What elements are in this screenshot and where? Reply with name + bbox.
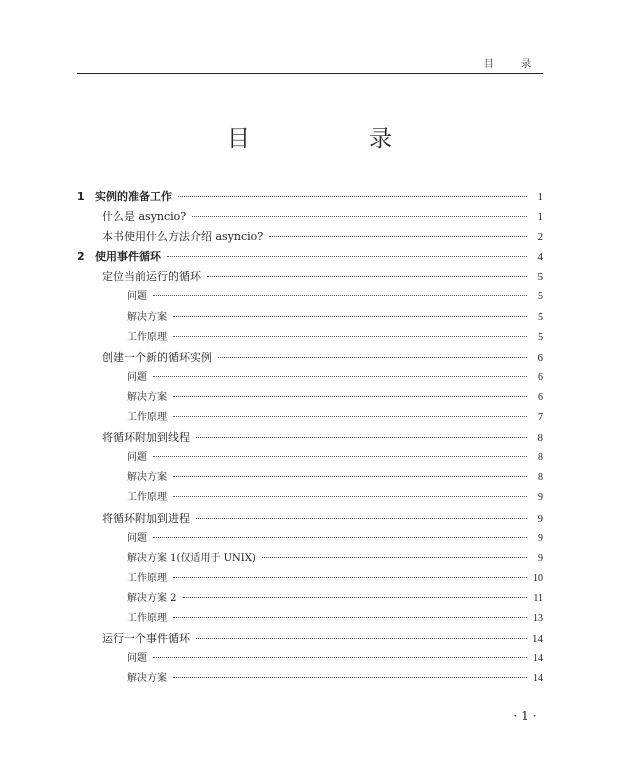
toc-entry[interactable] bbox=[77, 247, 543, 267]
toc-chapter-number: 1 bbox=[77, 190, 85, 203]
dot-leader bbox=[173, 396, 527, 397]
toc-entry-title: 问题 bbox=[127, 452, 147, 464]
toc-entry-title: 问题 bbox=[127, 371, 147, 383]
toc-entry[interactable] bbox=[77, 488, 543, 508]
toc-entry[interactable] bbox=[77, 368, 543, 388]
toc-entry-title: 工作原理 bbox=[127, 412, 167, 424]
dot-leader bbox=[153, 456, 527, 457]
table-of-contents bbox=[77, 187, 543, 689]
toc-entry-title: 创建一个新的循环实例 bbox=[102, 350, 212, 364]
toc-page-number: 4 bbox=[537, 251, 543, 264]
dot-leader bbox=[207, 276, 527, 277]
toc-page-number: 11 bbox=[533, 592, 543, 604]
toc-entry[interactable] bbox=[77, 669, 543, 689]
dot-leader bbox=[218, 357, 527, 358]
toc-page-number: 5 bbox=[537, 271, 543, 284]
toc-entry[interactable] bbox=[77, 207, 543, 227]
toc-page-number: 2 bbox=[537, 231, 543, 244]
toc-entry[interactable] bbox=[77, 629, 543, 649]
toc-entry[interactable] bbox=[77, 287, 543, 307]
toc-entry-title: 解决方案 bbox=[127, 673, 167, 685]
dot-leader bbox=[153, 295, 527, 296]
dot-leader bbox=[192, 216, 527, 217]
toc-page-number: 5 bbox=[538, 331, 543, 343]
toc-entry-title: 问题 bbox=[127, 291, 147, 303]
dot-leader bbox=[262, 557, 527, 558]
dot-leader bbox=[173, 577, 527, 578]
toc-entry-title: 实例的准备工作 bbox=[95, 190, 172, 203]
toc-page-number: 9 bbox=[538, 532, 543, 544]
dot-leader bbox=[153, 657, 527, 658]
dot-leader bbox=[196, 518, 527, 519]
dot-leader bbox=[173, 316, 527, 317]
dot-leader bbox=[196, 437, 527, 438]
toc-page-number: 14 bbox=[533, 653, 543, 665]
toc-page-number: 9 bbox=[537, 512, 543, 525]
toc-page-number: 14 bbox=[532, 633, 543, 646]
toc-entry[interactable] bbox=[77, 589, 543, 609]
toc-page-number: 5 bbox=[538, 291, 543, 303]
dot-leader bbox=[196, 638, 527, 639]
toc-entry[interactable] bbox=[77, 328, 543, 348]
toc-entry[interactable] bbox=[77, 308, 543, 328]
toc-entry-title: 解决方案 2 bbox=[127, 592, 177, 604]
dot-leader bbox=[178, 196, 527, 197]
dot-leader bbox=[173, 476, 527, 477]
toc-entry-title: 什么是 asyncio? bbox=[102, 210, 187, 224]
toc-entry-title: 将循环附加到进程 bbox=[102, 511, 190, 525]
toc-entry-title: 使用事件循环 bbox=[95, 250, 161, 264]
dot-leader bbox=[167, 256, 527, 257]
toc-page-number: 7 bbox=[538, 412, 543, 424]
toc-page-number: 13 bbox=[533, 612, 543, 624]
toc-entry[interactable] bbox=[77, 187, 543, 207]
toc-entry[interactable] bbox=[77, 649, 543, 669]
toc-entry[interactable] bbox=[77, 609, 543, 629]
toc-page-number: 8 bbox=[538, 472, 543, 484]
toc-entry-title: 问题 bbox=[127, 532, 147, 544]
toc-page-number: 9 bbox=[538, 492, 543, 504]
toc-page-number: 6 bbox=[538, 391, 543, 403]
toc-page-number: 8 bbox=[537, 432, 543, 445]
toc-entry[interactable] bbox=[77, 549, 543, 569]
dot-leader bbox=[173, 496, 527, 497]
dot-leader bbox=[173, 617, 527, 618]
toc-entry[interactable] bbox=[77, 388, 543, 408]
toc-entry-title: 解决方案 1(仅适用于 UNIX) bbox=[127, 552, 256, 564]
toc-entry[interactable] bbox=[77, 448, 543, 468]
toc-entry-title: 本书使用什么方法介绍 asyncio? bbox=[102, 230, 264, 244]
dot-leader bbox=[173, 336, 527, 337]
toc-entry[interactable] bbox=[77, 348, 543, 368]
page-title: 目 录 bbox=[227, 126, 440, 152]
header-rule bbox=[77, 73, 543, 74]
toc-page-number: 8 bbox=[538, 452, 543, 464]
toc-entry-title: 解决方案 bbox=[127, 311, 167, 323]
toc-entry-title: 工作原理 bbox=[127, 572, 167, 584]
toc-page-number: 1 bbox=[537, 211, 543, 224]
toc-entry-title: 将循环附加到线程 bbox=[102, 431, 190, 445]
toc-page-number: 6 bbox=[537, 351, 543, 364]
toc-entry[interactable] bbox=[77, 569, 543, 589]
toc-entry[interactable] bbox=[77, 227, 543, 247]
dot-leader bbox=[183, 597, 527, 598]
dot-leader bbox=[153, 376, 527, 377]
toc-page-number: 9 bbox=[538, 552, 543, 564]
dot-leader bbox=[269, 236, 527, 237]
dot-leader bbox=[173, 416, 527, 417]
toc-page-number: 10 bbox=[533, 572, 543, 584]
toc-chapter-number: 2 bbox=[77, 250, 85, 264]
toc-entry-title: 工作原理 bbox=[127, 331, 167, 343]
toc-entry-title: 工作原理 bbox=[127, 492, 167, 504]
running-header: 目 录 bbox=[483, 59, 543, 70]
toc-entry[interactable] bbox=[77, 529, 543, 549]
toc-entry[interactable] bbox=[77, 408, 543, 428]
toc-page-number: 14 bbox=[533, 673, 543, 685]
dot-leader bbox=[153, 537, 527, 538]
toc-entry-title: 定位当前运行的循环 bbox=[102, 270, 201, 284]
toc-page-number: 6 bbox=[538, 371, 543, 383]
toc-entry[interactable] bbox=[77, 428, 543, 448]
toc-entry[interactable] bbox=[77, 509, 543, 529]
toc-page-number: 5 bbox=[538, 311, 543, 323]
toc-entry[interactable] bbox=[77, 468, 543, 488]
page-number: · 1 · bbox=[513, 709, 537, 723]
toc-entry[interactable] bbox=[77, 267, 543, 287]
toc-entry-title: 问题 bbox=[127, 653, 147, 665]
toc-entry-title: 运行一个事件循环 bbox=[102, 632, 190, 646]
dot-leader bbox=[173, 677, 527, 678]
toc-entry-title: 解决方案 bbox=[127, 391, 167, 403]
toc-entry-title: 工作原理 bbox=[127, 612, 167, 624]
toc-page-number: 1 bbox=[537, 191, 543, 203]
toc-entry-title: 解决方案 bbox=[127, 472, 167, 484]
